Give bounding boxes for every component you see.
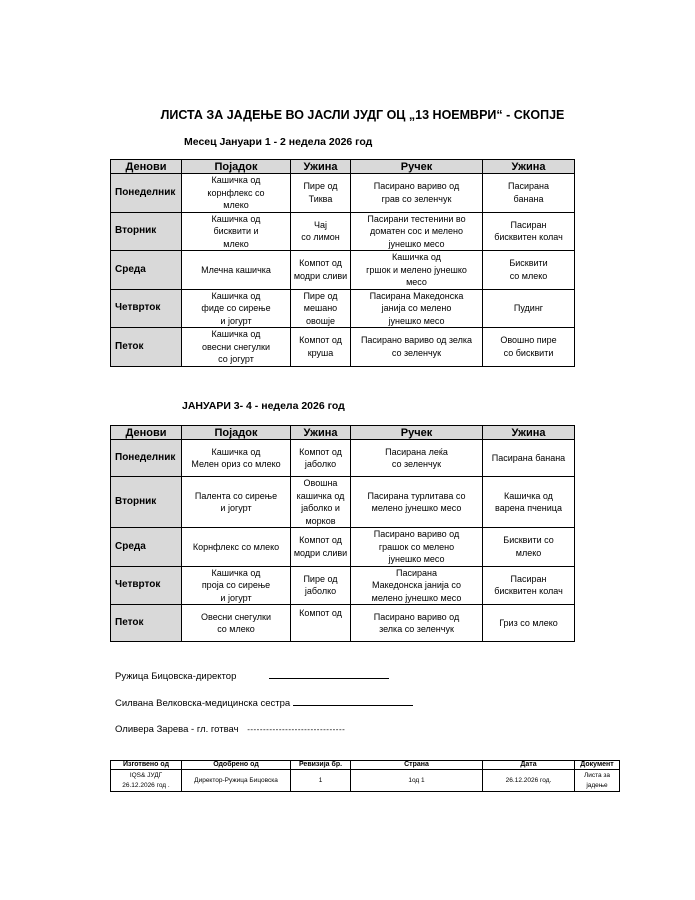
signature-line (293, 705, 413, 706)
lunch-cell: Пасирани тестенини во доматен сос и мелено јунешко месо (351, 212, 483, 251)
week2-subtitle: ЈАНУАРИ 3- 4 - недела 2026 год (182, 400, 345, 412)
table-row (111, 251, 575, 290)
table-row (111, 566, 575, 605)
doc-header-document: Документ (575, 761, 620, 770)
week2-menu-table (110, 425, 575, 642)
lunch-cell: Пасирана турлитава со мелено јунешко месо (351, 477, 483, 528)
snack-cell: Компот од круша (291, 328, 351, 367)
breakfast-cell: Млечна кашичка (182, 251, 291, 290)
snack-cell: Бисквити со млеко (483, 251, 575, 290)
snack-cell: Компот од (291, 605, 351, 642)
lunch-cell: Пасирано вариво од зелка со зеленчук (351, 328, 483, 367)
table-row (111, 605, 575, 642)
lunch-cell: Пасирано вариво од грав со зеленчук (351, 174, 483, 213)
table-row (111, 212, 575, 251)
breakfast-cell: Кашичка од проја со сирење и јогурт (182, 566, 291, 605)
breakfast-cell: Кашичка од овесни снегулки со јогурт (182, 328, 291, 367)
signature-cook-label: Оливера Зарева - гл. готвач (115, 724, 239, 735)
signature-director-label: Ружица Бицовска-директор (115, 671, 237, 682)
doc-row (111, 770, 620, 792)
day-cell: Понеделник (111, 440, 182, 477)
doc-header-page: Страна (351, 761, 483, 770)
doc-date: 26.12.2026 год. (483, 770, 575, 792)
breakfast-cell: Корнфлекс со млеко (182, 528, 291, 567)
snack-cell: Пудинг (483, 289, 575, 328)
table-row (111, 440, 575, 477)
doc-header-revision: Ревизија бр. (291, 761, 351, 770)
day-cell: Четврток (111, 566, 182, 605)
lunch-cell: Пасирана леќа со зеленчук (351, 440, 483, 477)
doc-approved: Директор-Ружица Бицовска (182, 770, 291, 792)
breakfast-cell: Кашичка од фиде со сирење и јогурт (182, 289, 291, 328)
snack-cell: Гриз со млеко (483, 605, 575, 642)
snack-cell: Пасирана банана (483, 440, 575, 477)
day-cell: Понеделник (111, 174, 182, 213)
header-snack: Ужина (483, 160, 575, 174)
signature-nurse-label: Силвана Велковска-медицинска сестра (115, 698, 291, 709)
signature-nurse (115, 698, 413, 709)
snack-cell: Пире од Тиква (291, 174, 351, 213)
lunch-cell: Пасирана Македонска јанија со мелено јунешко месо (351, 289, 483, 328)
breakfast-cell: Кашичка од корнфлекс со млеко (182, 174, 291, 213)
doc-header-date: Дата (483, 761, 575, 770)
snack-cell: Пасиран бисквитен колач (483, 212, 575, 251)
header-days: Денови (111, 160, 182, 174)
table-row (111, 174, 575, 213)
day-cell: Петок (111, 605, 182, 642)
signature-director (115, 671, 389, 682)
header-breakfast: Појадок (182, 160, 291, 174)
doc-document: Листа за јадење (575, 770, 620, 792)
snack-cell: Компот од јаболко (291, 440, 351, 477)
table-header-row (111, 426, 575, 440)
week1-menu-table (110, 159, 575, 367)
day-cell: Четврток (111, 289, 182, 328)
snack-cell: Чај со лимон (291, 212, 351, 251)
doc-header-approved: Одобрено од (182, 761, 291, 770)
document-control-table (110, 760, 620, 792)
lunch-cell: Пасирана Македонска јанија со мелено јунешко месо (351, 566, 483, 605)
signature-line (269, 678, 389, 679)
breakfast-cell: Кашичка од бисквити и млеко (182, 212, 291, 251)
snack-cell: Компот од модри сливи (291, 528, 351, 567)
snack-cell: Овошна кашичка од јаболко и морков (291, 477, 351, 528)
table-row (111, 528, 575, 567)
breakfast-cell: Кашичка од Мелен ориз со млеко (182, 440, 291, 477)
header-lunch: Ручек (351, 160, 483, 174)
header-snack: Ужина (483, 426, 575, 440)
signature-cook (115, 724, 345, 735)
lunch-cell: Кашичка од гршок и мелено јунешко месо (351, 251, 483, 290)
breakfast-cell: Палента со сирење и јогурт (182, 477, 291, 528)
lunch-cell: Пасирано вариво од зелка со зеленчук (351, 605, 483, 642)
day-cell: Среда (111, 528, 182, 567)
week1-subtitle: Месец Јануари 1 - 2 недела 2026 год (184, 136, 373, 148)
snack-cell: Компот од модри сливи (291, 251, 351, 290)
header-breakfast: Појадок (182, 426, 291, 440)
snack-cell: Овошно пире со бисквити (483, 328, 575, 367)
doc-revision: 1 (291, 770, 351, 792)
signature-dash-line: ------------------------------- (247, 725, 346, 734)
day-cell: Петок (111, 328, 182, 367)
snack-cell: Пасирана банана (483, 174, 575, 213)
table-header-row (111, 160, 575, 174)
snack-cell: Пире од јаболко (291, 566, 351, 605)
snack-cell: Пасиран бисквитен колач (483, 566, 575, 605)
breakfast-cell: Овесни снегулки со млеко (182, 605, 291, 642)
table-row (111, 328, 575, 367)
page-title: ЛИСТА ЗА ЈАДЕЊЕ ВО ЈАСЛИ ЈУДГ ОЦ „13 НОЕМВРИ“ - СКОПЈЕ (160, 108, 565, 122)
table-row (111, 289, 575, 328)
doc-header-row (111, 761, 620, 770)
day-cell: Среда (111, 251, 182, 290)
snack-cell: Бисквити со млеко (483, 528, 575, 567)
snack-cell: Кашичка од варена пченица (483, 477, 575, 528)
snack-cell: Пире од мешано овошје (291, 289, 351, 328)
header-lunch: Ручек (351, 426, 483, 440)
day-cell: Вторник (111, 477, 182, 528)
header-snack: Ужина (291, 426, 351, 440)
header-snack: Ужина (291, 160, 351, 174)
doc-header-prepared: Изготвено од (111, 761, 182, 770)
day-cell: Вторник (111, 212, 182, 251)
lunch-cell: Пасирано вариво од грашок со мелено јунешко месо (351, 528, 483, 567)
doc-prepared: IQS& ЈУДГ 26.12.2026 год . (111, 770, 182, 792)
doc-page: 1од 1 (351, 770, 483, 792)
header-days: Денови (111, 426, 182, 440)
table-row (111, 477, 575, 528)
